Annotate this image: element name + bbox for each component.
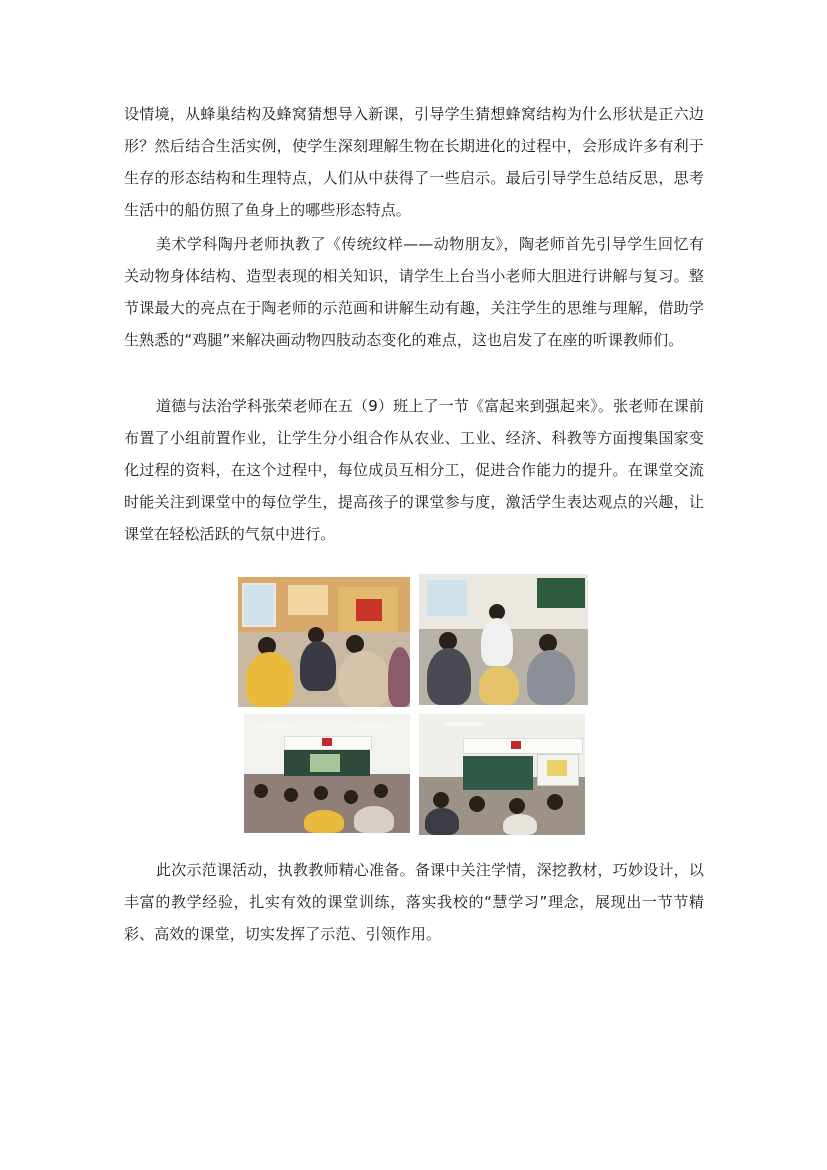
paragraph-moral-lesson bbox=[124, 390, 704, 550]
paragraph-summary bbox=[124, 854, 704, 950]
paragraph-intro-continuation bbox=[124, 98, 704, 226]
photo-group-work bbox=[419, 574, 588, 705]
paragraph-text: 设情境，从蜂巢结构及蜂窝猜想导入新课，引导学生猜想蜂窝结构为什么形状是正六边形？然后结合生活实例，使学生深刻理解生物在长期进化的过程中，会形成许多有利于生存的形态结构和生理特点，人们从中获得了一些启示。最后引导学生总结反思，思考生活中的船仿照了鱼身上的哪些形态特点。 bbox=[124, 105, 704, 219]
photo-blackboard-class bbox=[419, 714, 585, 835]
paragraph-art-lesson bbox=[124, 228, 704, 356]
photo-art-class bbox=[238, 577, 410, 707]
photo-lecture-hall bbox=[244, 714, 410, 833]
paragraph-text: 美术学科陶丹老师执教了《传统纹样——动物朋友》，陶老师首先引导学生回忆有关动物身体结构、造型表现的相关知识，请学生上台当小老师大胆进行讲解与复习。整节课最大的亮点在于陶老师的示范画和讲解生动有趣，关注学生的思维与理解，借助学生熟悉的“鸡腿”来解决画动物四肢动态变化的难点，这也启发了在座的听课教师们。 bbox=[124, 235, 704, 349]
paragraph-text: 道德与法治学科张荣老师在五（9）班上了一节《富起来到强起来》。张老师在课前布置了小组前置作业，让学生分小组合作从农业、工业、经济、科教等方面搜集国家变化过程的资料，在这个过程中，每位成员互相分工，促进合作能力的提升。在课堂交流时能关注到课堂中的每位学生，提高孩子的课堂参与度，激活学生表达观点的兴趣，让课堂在轻松活跃的气氛中进行。 bbox=[124, 397, 704, 543]
paragraph-text: 此次示范课活动，执教教师精心准备。备课中关注学情，深挖教材，巧妙设计，以丰富的教学经验，扎实有效的课堂训练，落实我校的“慧学习”理念，展现出一节节精彩、高效的课堂，切实发挥了示范、引领作用。 bbox=[124, 861, 704, 943]
